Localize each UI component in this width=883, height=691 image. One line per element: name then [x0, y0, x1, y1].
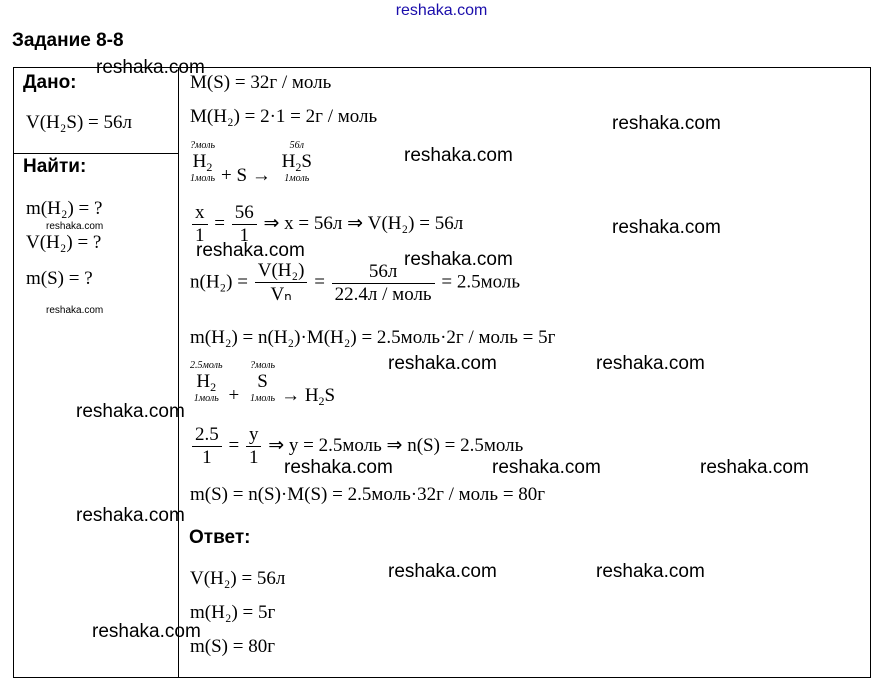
- eq2-below-h2: 1моль: [193, 393, 219, 404]
- watermark: reshaka.com: [612, 113, 721, 134]
- watermark: reshaka.com: [612, 217, 721, 238]
- given-divider: [14, 153, 178, 154]
- watermark: reshaka.com: [46, 221, 104, 232]
- eq2-below-s: 1моль: [250, 393, 276, 404]
- prop1-num2: 56: [234, 202, 254, 223]
- n-calc-num1: V(H₂): [257, 260, 305, 281]
- n-calc-den1: Vₙ: [255, 282, 308, 306]
- prop2-num2: y: [248, 424, 259, 445]
- reaction-equation-1: ?моль $H_2$ 1моль + S → 56л $H_2S$ 1моль: [190, 140, 312, 186]
- given-volume: V(H₂S) = 56л: [26, 112, 132, 133]
- answer-mass-s: m(S) = 80г: [190, 636, 276, 657]
- task-title: Задание 8-8: [12, 30, 124, 51]
- eq2-s: S: [257, 371, 268, 392]
- watermark: reshaka.com: [92, 621, 201, 642]
- watermark: reshaka.com: [76, 505, 185, 526]
- molar-mass-s: M(S) = 32г / моль: [190, 72, 332, 93]
- eq2-above-h2: 2.5моль: [190, 360, 223, 371]
- n-calc-num2: 56л: [368, 260, 398, 282]
- eq1-above-h2s: 56л: [289, 140, 304, 151]
- find-volume-h2: V(H₂) = ?: [26, 232, 102, 253]
- proportion-2: $\frac{2.5}{1}$ = $\frac{y}{1}$ ⇒ y = 2.5моль ⇒ n(S) = 2.5моль: [190, 424, 523, 469]
- answer-mass-h2: m(H₂) = 5г: [190, 602, 276, 623]
- watermark: reshaka.com: [700, 457, 809, 478]
- prop1-den2: 1: [232, 224, 257, 247]
- find-heading: Найти:: [23, 156, 87, 177]
- n-calc-lhs: n(H₂) =: [190, 271, 248, 293]
- mass-h2-calc: m(H₂) = n(H₂)·M(H₂) = 2.5моль·2г / моль = 5г: [190, 327, 556, 348]
- eq1-below-h2: 1моль: [190, 173, 216, 184]
- watermark: reshaka.com: [596, 353, 705, 374]
- prop1-result: ⇒ x = 56л ⇒ V(H₂) = 56л: [263, 212, 464, 234]
- proportion-1: $\frac{x}{1}$ = $\frac{56}{1}$ ⇒ x = 56л ⇒ V(H₂) = 56л: [190, 202, 463, 247]
- mass-s-calc: m(S) = n(S)·M(S) = 2.5моль·32г / моль = 80г: [190, 484, 546, 505]
- answer-volume-h2: V(H₂) = 56л: [190, 568, 286, 589]
- site-link[interactable]: reshaka.com: [395, 2, 488, 19]
- watermark: reshaka.com: [76, 401, 185, 422]
- watermark: reshaka.com: [388, 353, 497, 374]
- prop2-result: ⇒ y = 2.5моль ⇒ n(S) = 2.5моль: [268, 434, 524, 456]
- prop1-den1: 1: [192, 224, 208, 247]
- eq1-below-h2s: 1моль: [284, 173, 310, 184]
- prop2-den1: 1: [192, 446, 222, 469]
- eq2-h2: $H_2$: [196, 371, 217, 394]
- watermark: reshaka.com: [196, 240, 305, 261]
- watermark: reshaka.com: [404, 145, 513, 166]
- n-calc-den2: 22.4л / моль: [332, 283, 435, 306]
- watermark: reshaka.com: [388, 561, 497, 582]
- eq2-above-s: ?моль: [250, 360, 276, 371]
- watermark: reshaka.com: [284, 457, 393, 478]
- find-mass-s: m(S) = ?: [26, 268, 93, 289]
- find-mass-h2: m(H₂) = ?: [26, 198, 103, 219]
- answer-heading: Ответ:: [189, 527, 251, 548]
- watermark: reshaka.com: [596, 561, 705, 582]
- reaction-equation-2: 2.5моль $H_2$ 1моль + ?моль S 1моль → $H_2S$: [190, 360, 336, 408]
- eq1-h2: $H_2$: [192, 151, 213, 174]
- prop1-num1: x: [195, 202, 205, 223]
- given-heading: Дано:: [23, 72, 77, 93]
- prop2-num1: 2.5: [195, 424, 219, 445]
- watermark: reshaka.com: [492, 457, 601, 478]
- eq1-h2s: $H_2S$: [281, 151, 312, 174]
- eq1-above-h2: ?моль: [190, 140, 216, 151]
- watermark: reshaka.com: [404, 249, 513, 270]
- prop2-den2: 1: [246, 446, 262, 469]
- column-divider: [178, 68, 179, 677]
- molar-mass-h2: M(H₂) = 2·1 = 2г / моль: [190, 106, 378, 127]
- moles-h2-calc: n(H₂) = $\frac{\text{V(H₂)}}{\text{Vₙ}}$ = $\frac{56л}{\text{22.4л / моль}}$ = 2.5моль: [190, 260, 520, 305]
- watermark: reshaka.com: [46, 305, 104, 316]
- watermark: reshaka.com: [96, 57, 205, 78]
- n-calc-rhs: = 2.5моль: [441, 271, 520, 293]
